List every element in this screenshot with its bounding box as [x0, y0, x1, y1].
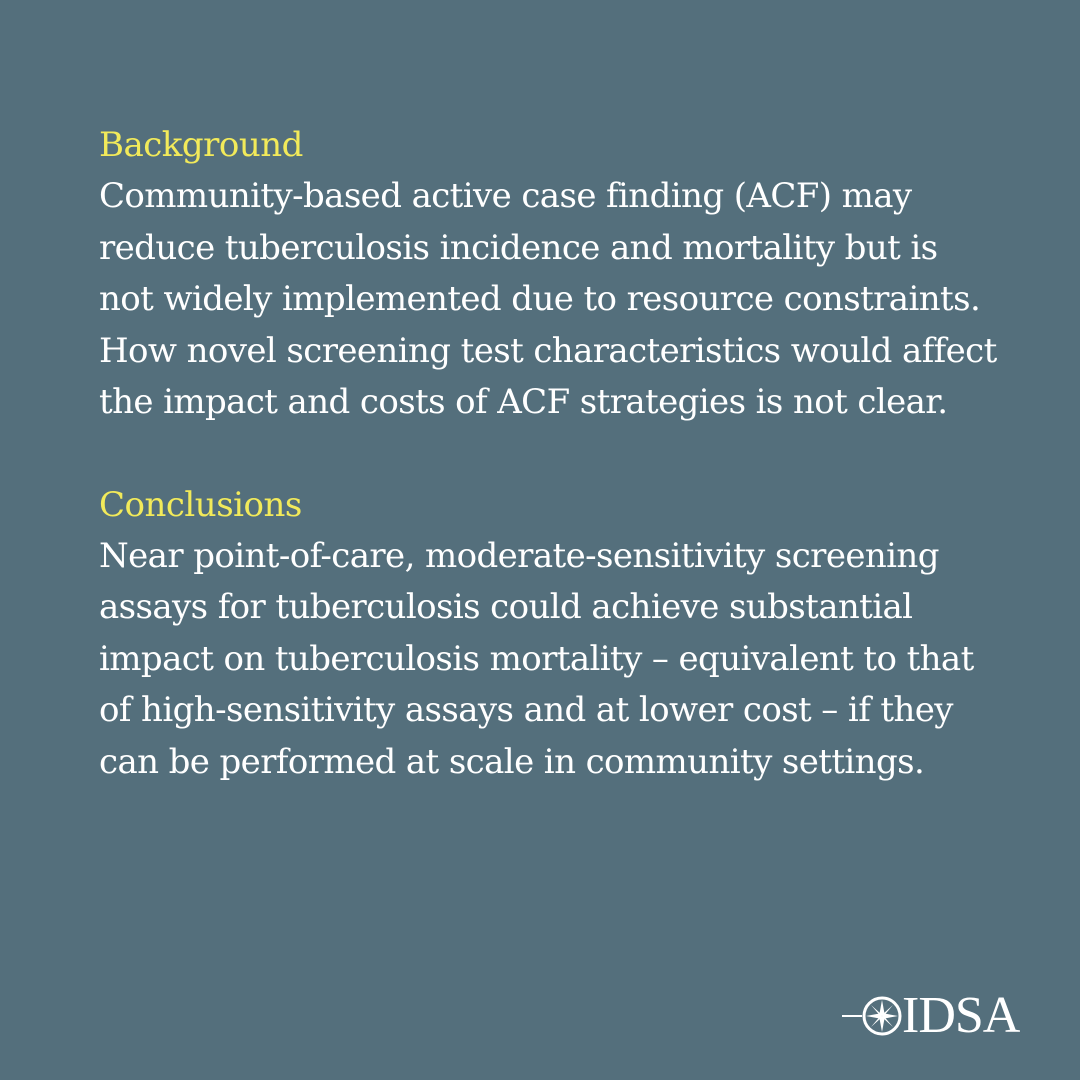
- logo-text: IDSA: [902, 987, 1020, 1044]
- abstract-card: [99, 120, 999, 788]
- conclusions-section: [99, 480, 999, 789]
- idsa-logo: [842, 987, 1020, 1044]
- background-text: Community-based active case finding (ACF) may reduce tuberculosis incidence and mortality but is not widely implemented due to resource constraints. How novel screening test characteristics would affect the impact and costs of ACF strategies is not clear.: [99, 176, 997, 422]
- conclusions-text: Near point-of-care, moderate-sensitivity screening assays for tuberculosis could achieve substantial impact on tuberculosis mortality – equivalent to that of high-sensitivity assays and at lower cost – if they can be performed at scale in community settings.: [99, 535, 974, 782]
- conclusions-heading: Conclusions: [99, 484, 302, 525]
- background-section: [99, 120, 999, 429]
- background-heading: Background: [99, 125, 303, 165]
- starburst-icon: [842, 992, 904, 1040]
